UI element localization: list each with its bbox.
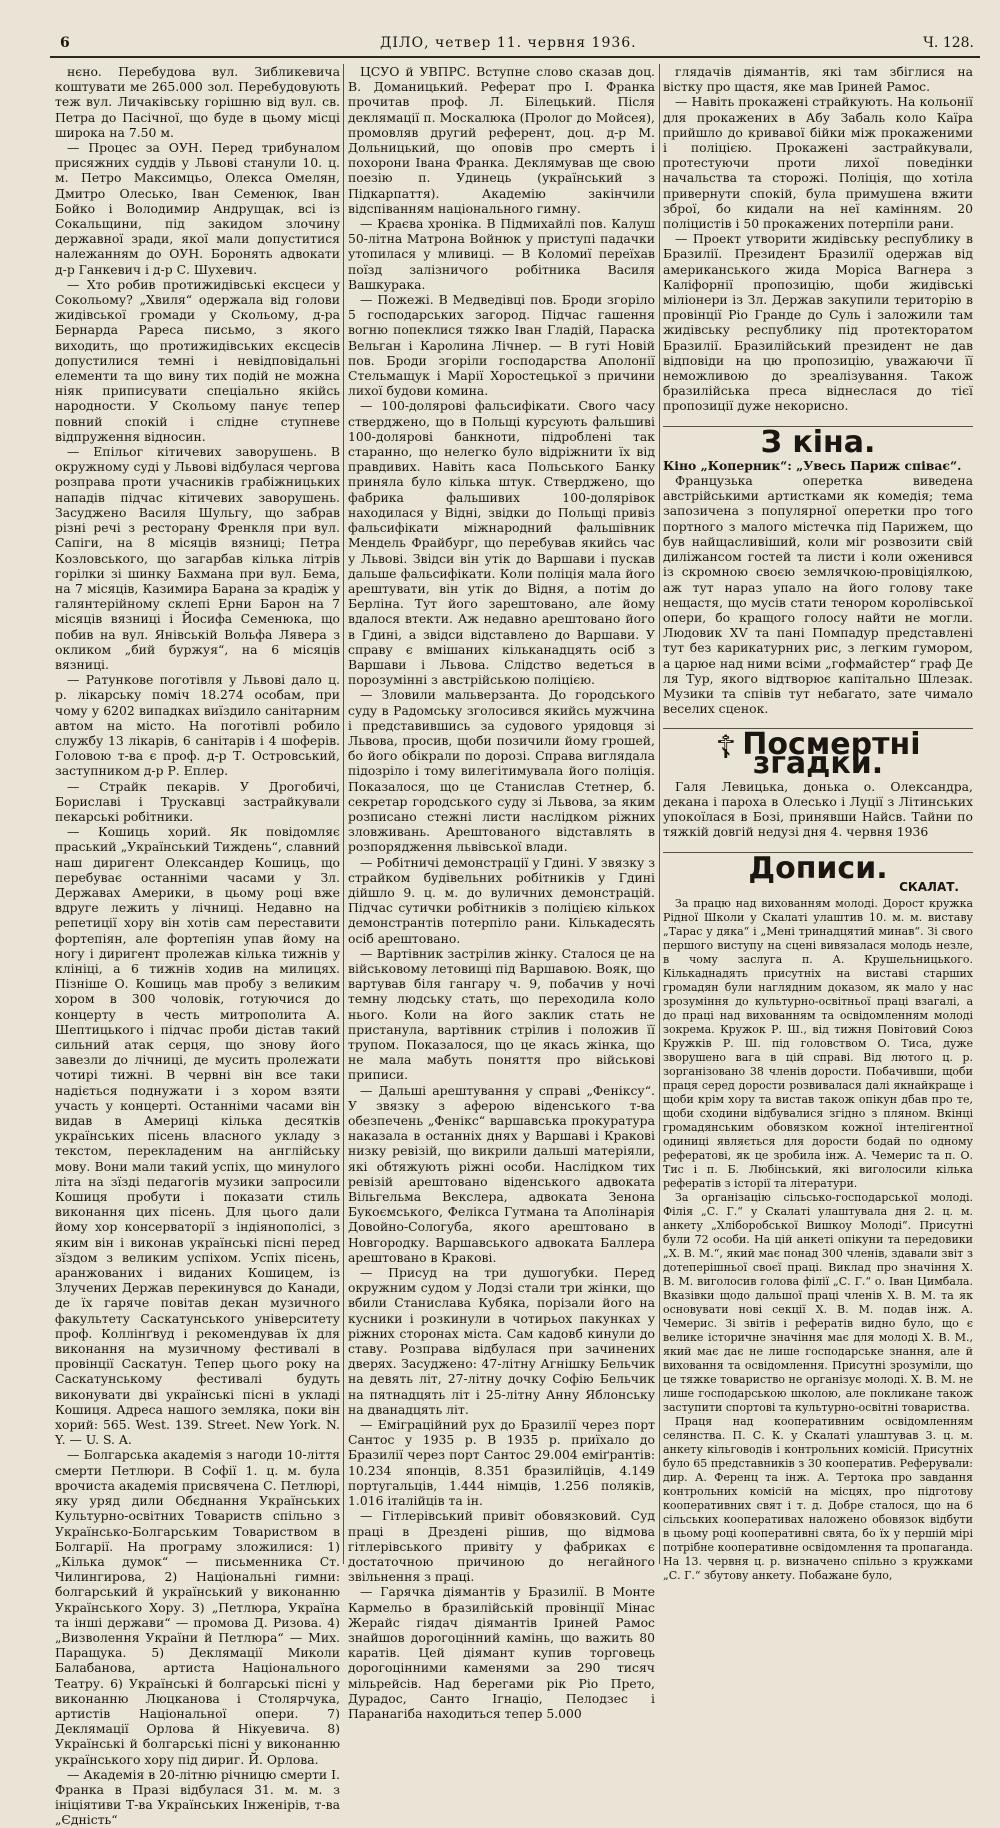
article: нєно. Перебудова вул. Зибликевича коштувати ме 265.000 зол. Перебудовують теж вул. Личаківську горішню від вул. св. Петра до Пасічної, що буде в цьому місці широка на 7.50 м. [55, 64, 340, 140]
article: — Гітлерівський привіт обовязковий. Суд праці в Дрездені рішив, що відмова гітлерівського привіту у фабриках є достаточною причиною до негайного звільнення з праці. [348, 1508, 655, 1585]
page-number: 6 [60, 35, 70, 51]
column-3 [663, 64, 973, 1582]
obituary-title: Посмертні згадки. [742, 727, 921, 781]
column-divider [343, 64, 344, 1564]
article: — Навіть прокажені страйкують. На кольонії для прокажених в Абу Забаль коло Каїра прийшло до кривавої бійки між прокаженими і поліцією. Прокажені застрайкували, протестуючи проти лихої поведінки начальства та сторожі. Поліція, що хотіла привернути спокій, була примушена вжити зброї, бо кидали на неї камінням. 20 поліцистів і 50 прокажених потерпіли рани. [663, 94, 973, 232]
issue-number: Ч. 128. [923, 35, 974, 51]
article: — Страйк пекарів. У Дрогобичі, Бориславі і Трускавці застрайкували пекарські робітники. [55, 778, 340, 824]
masthead-date: ДІЛО, четвер 11. червня 1936. [380, 35, 637, 51]
orthodox-cross-icon: ☦ [715, 728, 737, 767]
article: — Гарячка діямантів у Бразилії. В Монте Кармельо в бразилійській провінції Мінас Жерайс гіядач діямантів Іриней Рамос знайшов дорогоцінний камінь, що важить 80 каратів. Цей діямант купив торговець дорогоцінними каменями за 290 тисяч мільрейсів. Над берегами рік Ріо Прето, Дурадос, Санто Ігнаціо, Пелодзес і Паранагіба находиться тепер 5.000 [348, 1584, 655, 1721]
report: За організацію сільсько-господарської молоді. Філія „С. Г.“ у Скалаті улаштувала дня 2. ц. м. анкету „Хліборобської Вишкоу Молоді“. Присутні були 72 особи. На цій анкеті опікуни та передовики „Х. В. М.“, який має понад 300 членів, здавали звіт з дотеперішньої своєї праці. Виклад про значіння Х. В. М. виголосив голова філії „С. Г.“ о. Іван Цимбала. Вказівки щодо дальшої праці членів Х. В. М. та як основувати нові секції Х. В. М. подав інж. А. Чемерис. Зі звітів і рефератів видно було, що є велике історичне значіння має для молоді Х. В. М., який має дає не лише господарське знання, але й виховання та освідомлення. Присутні зрозуміли, що це тяжке товариство не організує молоді. Х. В. М. не лише господарською школою, але покликане також заступити спортові та культурно-освітні товариства. [663, 1190, 973, 1414]
cinema-section-title: З кіна. [663, 426, 973, 450]
column-2 [348, 64, 655, 1721]
article: — Зловили мальверзанта. До городського суду в Радомську зголосився якийсь мужчина і представившись за судового урядовця зі Львова, просив, щоби позичили йому грошей, бо його обікрали по дорозі. Справа виглядала підозріло і тому вилегітимувала його поліція. Показалося, що це Станислав Стетнер, б. секретар городського суду зі Львова, за яким розписано стежні листи наслідком ріжних зловживань. Арештованого відставлять в розпорядження львівської влади. [348, 687, 655, 855]
cinema-review: Французька оперетка виведена австрійськими артистками як комедія; тема запозичена з популярної оперетки про того портного з малого містечка під Парижем, що був найщасливіший, коли міг розвозити свій диліжансом гостей та листи і коли оженився із скромною своєю землячкою-провіціялкою, аж тут нараз упало на його голову таке нещастя, що мусів стати тенором королівської опери, бо кращого голосу найти не могли. Людовик XV та пані Помпадур представлені тут без карикатурних рис, з легким гумором, а царюе над ними всіми „гофмайстер“ граф Де ля Тур, якого відтворює капітально Шлезак. Музики та співів тут небагато, зате чимало веселих сценок. [663, 473, 973, 717]
page-header [50, 32, 980, 58]
article: — Присуд на три душогубки. Перед окружним судом у Лодзі стали три жінки, що вбили Станислава Кубяка, порізали його на кусники і розкинули в чотирьох пакунках у ріжних сторонах міста. Сам кадовб кинули до ставу. Розправа відбулася при зачинених дверях. Засуджено: 47-літну Агнішку Бельчик на девять літ, 27-літну дочку Софію Бельчик на пятнадцять літ і 25-літну Анну Яблонську на дванадцять літ. [348, 1265, 655, 1417]
dateline: СКАЛАТ. [899, 879, 959, 894]
article: — Дальші арештування у справі „Феніксу“. У звязку з аферою віденського т-ва обезпечень „Фенікс“ варшавська прокуратура наказала в останніх днях у Варшаві і Кракові низку ревізій, що викрили дальші матеріяли, які обтяжують ріжні особи. Наслідком тих ревізій арештовано віденського адвоката Вільгельма Векслера, адвоката Зенона Букоємського, Фелікса Гутмана та Аполінарія Довойно-Сологуба, якого арештовано в Новгородку. Варшавського адвоката Баллера арештовано в Кракові. [348, 1082, 655, 1265]
article: — Еміграційний рух до Бразилії через порт Сантос у 1935 р. В 1935 р. приїхало до Бразилії через порт Сантос 29.004 еміґрантів: 10.234 японців, 8.351 бразилійців, 4.149 португальців, 1.444 німців, 1.256 поляків, 1.016 італійців та ін. [348, 1417, 655, 1509]
article: — Процес за ОУН. Перед трибуналом присяжних суддів у Львові станули 10. ц. м. Петро Максимцьо, Олекса Омелян, Дмитро Олесько, Іван Семенюк, Іван Бойко і Володимир Андрущак, всі із Сокальщини, під закидом злочину державної зради, якої мали допуститися належанням до ОУН. Боронять адвокати д-р Ганкевич і д-р С. Шухевич. [55, 140, 340, 277]
article: — Академія в 20-літню річницю смерти І. Франка в Празі відбулася 31. м. м. з ініціятиви Т-ва Українських Інженірів, т-ва „Єдність“ [55, 1766, 340, 1828]
article: — Проект утворити жидівську республику в Бразилії. Президент Бразилії одержав від американського жида Моріса Вагнера з Каліфорнії пропозицію, щоби жидівські міліонери із Зл. Держав закупили територію в провінції Ріо Гранде до Суль і заложили там жидівську республику під протекторатом Бразилії. Бразилійський президент не дав відповіди на цю пропозицію, уважаючи її неможливою до зреалізування. Також бразилійська преса віднеслася до тієї пропозиції дуже некорисно. [663, 231, 973, 414]
correspondence-section-title: Дописи. [663, 852, 973, 876]
article: глядачів діямантів, які там збіглися на вістку про щастя, яке мав Іриней Рамос. [663, 64, 973, 95]
article: — Епільог кітичевих заворушень. В окружному суді у Львові відбулася чергова розправа проти учасників грабіжницьких нападів підчас кітичевих заворушень. Засуджено Василя Шульгу, що забрав різні речі з ресторану Френкля при вул. Сапіги, на 8 місяців вязниці; Петра Козловського, що загарбав кілька літрів горілки зі шинку Бахмана при вул. Бема, на 7 місяців, Казимира Барана за крадіж у галянтерійному склепі Ерни Барон на 7 місяців вязниці і Йосифа Семенюка, що побив на вул. Янівській Вольфа Лявера з окликом „бий буржуя“, на 6 місяців вязниці. [55, 444, 340, 672]
report: Праця над кооперативним освідомленням селянства. П. С. К. у Скалаті улаштував 3. ц. м. анкету кільговодів і контрольних комісій. Присутніх було 65 представників з 30 кооператив. Реферували: дир. А. Ференц та інж. А. Тертока про завдання контрольних комісій на місцях, про підготову кооперативних свят і т. д. Добре сталося, що на 6 сільських кооперативах наложено обовязок відбути в цьому році кооперативні свята, бо їх у першій мірі потрібне кооперативне освідомлення та пропаганда. На 13. червня ц. р. визначено спільно з кружками „С. Г.“ збутову анкету. Побажане було, [663, 1414, 973, 1582]
column-1 [55, 64, 340, 1828]
article: ЦСУО й УВПРС. Вступне слово сказав доц. В. Доманицький. Реферат про І. Франка прочитав проф. Л. Білецький. Після деклямації п. Москалюка (Пролог до Мойсея), промовляв другий референт, доц. д-р М. Дольницький, що оповів про смерть і похорони Івана Франка. Деклямував ще свою поезію п. Удинець (український з Підкарпаття). Академію закінчили відспіванням національного гимну. [348, 64, 655, 216]
article: — Кошиць хорий. Як повідомляє праський „Український Тиждень“, славний наш диригент Олександер Кошиць, що перебуває останніми часами у Зл. Державах Америки, в цьому році вже вдруге лежить у лічниці. Недавно на репетиції хору він хотів сам переставити фортепіян, але фортепіян упав йому на ногу і диригент пролежав кілька тижнів у клініці, а 6 тижнів ходив на милицях. Пізніше О. Кошиць мав пробу з великим хором в 300 чоловік, готуючися до концерту в честь митрополита А. Шептицького і підчас проби дістав такий сильний атак серця, що знову його завезли до лічниці, де мусить пролежати чотирі тижні. В червні він все таки надіється поднужати і з хором взяти участь у концерті. Останніми часами він видав в Америці кілька десятків українських пісень власного укладу з текстом, перекладеним на англійську мову. Вони мали такий успіх, що минулого літа на зїзді педагогів музики запросили Кошиця пробути і показати стиль виконання цих пісень. Для цього дали йому хор консерваторії з індіянополісі, з яким він і виконав українські пісні перед зїздом з великим успіхом. Успіх пісень, аранжованих і виданих Кошицем, із Злучених Держав перекинувся до Канади, де їх гаряче повітав декан музичного факультету Саскатунського університету проф. Коллінґвуд і рекомендував їх для виконання на музичному фестивалі в провінції Саскатун. Тепер цього року на Саскатунському фестивалі будуть виконувати дві українські пісні в укладі Кошиця. Адреса нашого земляка, поки він хорий: 565. West. 139. Street. New York. N. Y. — U. S. A. [55, 824, 340, 1448]
obituary-section [663, 727, 973, 781]
column-divider [659, 64, 660, 1564]
article: — Болгарська академія з нагоди 10-ліття смерти Петлюри. В Софії 1. ц. м. була врочиста академія присвячена С. Петлюрі, яку уряд дили Обєднання Українських Культурно-освітних Товариств спільно з Українсько-Болгарським Товариством в Болгарії. На програму зложилися: 1) „Кілька думок“ — письменника Ст. Чилингирова, 2) Національні гимни: болгарський й український у виконанню Українського Хору. 3) „Петлюра, Україна та інші держави“ — промова Д. Ризова. 4) „Визволення України й Петлюра“ — Мих. Паращука. 5) Деклямації Миколи Балабанова, артиста Національного Театру. 6) Українські й болгарські пісні у виконанню Люцканова і Столярчука, артистів Національної опери. 7) Деклямації Орлова й Нікуевича. 8) Українські й болгарські пісні у виконанню українського хору під дириг. Й. Орлова. [55, 1447, 340, 1767]
article: — 100-долярові фальсифікати. Свого часу стверджено, що в Польщі курсують фальшиві 100-долярові банкноти, підроблені так старанно, що нелегко було відріжнити їх від правдивих. Навіть каса Польського Банку приняла було кілька штук. Стверджено, що фабрика фальшивих 100-долярівок находилася у Відні, звідки до Польщі привіз фальсифікати міжнародний фальшівник Мендель Фрайбург, що перебував якийсь час у Львові. Звідси він утік до Варшави і пускав дальше фальсифікати. Коли поліція мала його арештувати, він утік до Відня, а потім до Берліна. Тут його зарештовано, але йому вдалося втекти. Аж недавно арештовано його в Гдині, а звідси відставлено до Варшави. У справу є вмішаних кільканадцять осіб з Варшави і Львова. Слідство ведеться в порозумінні з австрійською поліцією. [348, 398, 655, 688]
article: — Краєва хроніка. В Підмихайлі пов. Калуш 50-літна Матрона Войнюк у приступі падачки утопилася у мливиці. — В Коломиї переїхав поїзд залізничого робітника Василя Вашкурака. [348, 216, 655, 292]
obituary-text: Галя Левицька, донька о. Олександра, декана і пароха в Олесько і Луції з Літинських упокоїлася в Бозі, принявши Найсв. Тайни по тяжкій довгій недузі дня 4. червня 1936 [663, 778, 973, 840]
article: — Робітничі демонстрації у Гдині. У звязку з страйком будівельних робітників у Гдині дійшло 9. ц. м. до вуличних демонстрацій. Підчас сутички робітників з поліцією кількох демонстрантів потерпіло рани. Кількадесять осіб арештовано. [348, 854, 655, 946]
article: — Пожежі. В Медведівці пов. Броди згоріло 5 господарських загород. Підчас гашення вогню попеклися тяжко Іван Гладій, Параска Вельган і Каролина Лічнер. — В гуті Новій пов. Броди згоріли господарства Аполонії Стельмащук і Марії Хоростецької з причини лихої будови комина. [348, 292, 655, 399]
article: — Вартівник застрілив жінку. Сталося це на військовому летовищі під Варшавою. Вояк, що вартував біля гангару ч. 9, побачив у ночі темну людську стать, що переходила коло нього. Коли на його заклик стать не пристанула, вартівник стрілив і положив її трупом. Показалося, що це якась жінка, що не мала мабуть поняття про військові приписи. [348, 945, 655, 1083]
report: За працю над вихованням молоді. Дорост кружка Рідної Школи у Скалаті улаштив 10. м. м. виставу „Тарас у дяка“ і „Мені тринадцятий минав“. Зі свого першого виступу на сцені вивязалася молодь незле, в чому заслуга п. А. Крушельницького. Кількаднадять присутніх на виставі старших громадян були наглядним доказом, як мало у нас зрозуміння до культурно-освітньої праці взагалі, а до праці над вихованням та освідомленням молоді зокрема. Кружок Р. Ш., від тижня Повітовий Союз Кружків Р. Ш. під головством О. Тиса, дуже зворушено вага в цій справі. Від лютого ц. р. зорганізовано 38 членів дорости. Побачивши, щоби праця серед дорости розвивалася далі якнайкраще і щоби крім хору та вистав також опікун дбав про те, щоби сходини відбувалися згідно з пляном. Вкінці громадянським обовязком кожної інтелігентної одиниці являється для дорости бодай по одному рефератові, як це зробила інж. А. Чемерис та п. О. Тис і п. Б. Любінський, які виголосили кілька рефератів з історії та літератури. [663, 896, 973, 1190]
cinema-lead: Кіно „Коперник“: „Увесь Париж співає“. [663, 457, 962, 473]
article: — Ратункове поготівля у Львові дало ц. р. лікарську поміч 18.274 особам, при чому у 6202 випадках виїздило санітарним автом на місто. На поготівлі робило службу 13 лікарів, 6 санітарів і 4 шоферів. Головою т-ва є проф. д-р Т. Островський, заступником д-р Р. Еплер. [55, 672, 340, 779]
article: — Хто робив протижидівські ексцеси у Сокольому? „Хвиля“ одержала від голови жидівської громади у Скольому, д-ра Бернарда Рареса письмо, з якого виходить, що протижидівських ексцесів допустилися темні і невідповідальні елементи та що вину тих подій не можна ніяк приписувати спеціально якійсь народности. У Скольому панує тепер повний спокій і слідне ступневе відпруження відносин. [55, 276, 340, 444]
